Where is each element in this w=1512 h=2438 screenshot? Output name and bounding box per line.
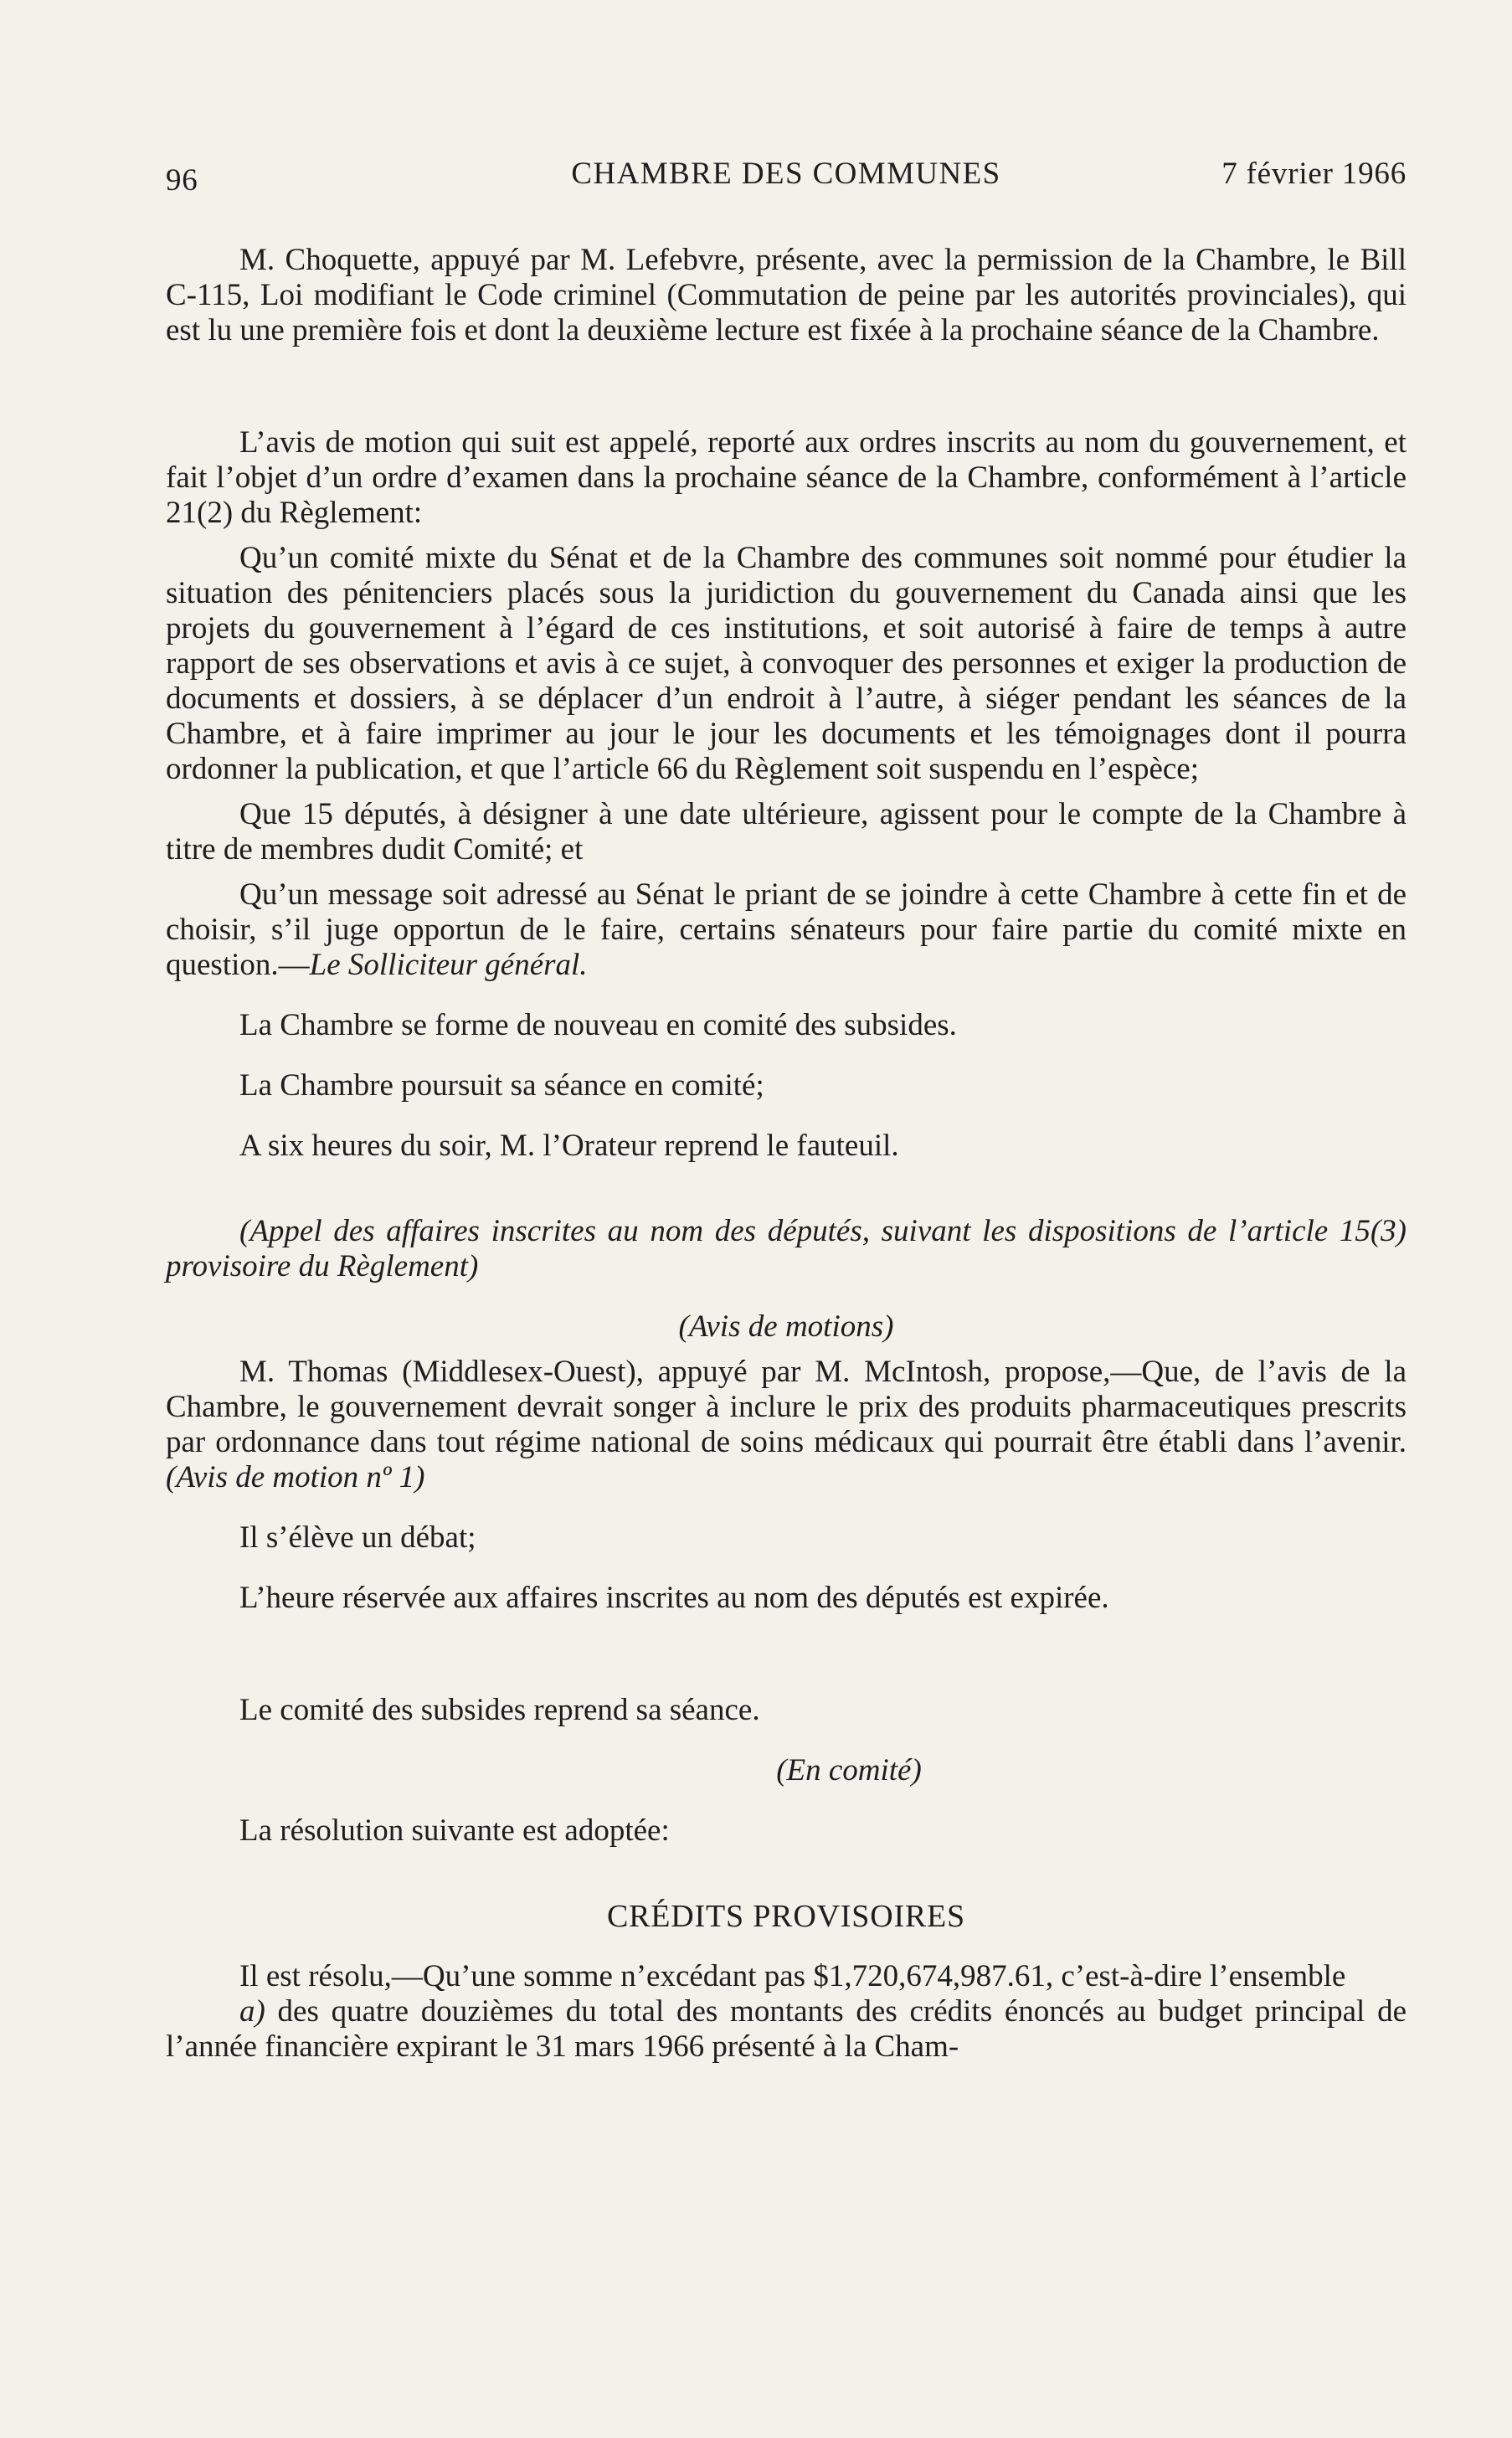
document-body xyxy=(166,243,1407,2065)
paragraph-thomas-motion xyxy=(166,1355,1407,1495)
header-date: 7 février 1966 xyxy=(1221,157,1407,191)
paragraph-resolution-amount: Il est résolu,—Qu’une somme n’excédant pas $1,720,674,987.61, c’est-à-dire l’ensemble xyxy=(239,1959,1346,1993)
page-number: 96 xyxy=(166,163,198,198)
section-heading-provisional-credits: CRÉDITS PROVISOIRES xyxy=(607,1899,965,1934)
thomas-motion-text: M. Thomas (Middlesex-Ouest), appuyé par M. McIntosh, propose,—Que, de l’avis de la Chambre, le gouvernement devrait songer à inclure le prix des produits pharmaceutiques prescrits par ordonnance dans tout régime national de soins médicaux qui pourrait être établi dans l’avenir. xyxy=(166,1355,1407,1459)
section-in-committee xyxy=(166,1753,1407,1788)
paragraph-bill-introduction: M. Choquette, appuyé par M. Lefebvre, présente, avec la permission de la Chambre, le Bill C-115, Loi modifiant le Code criminel (Commutation de peine par les autorités provinciales), qui est lu une première fois et dont la deuxième lecture est fixée à la prochaine séance de la Chambre. xyxy=(166,243,1407,347)
paragraph-continues-sitting: La Chambre poursuit sa séance en comité; xyxy=(239,1068,764,1103)
paragraph-committee-resumes: Le comité des subsides reprend sa séance. xyxy=(239,1693,760,1727)
motion-number-note: (Avis de motion nº 1) xyxy=(166,1460,425,1494)
paragraph-joint-committee: Qu’un comité mixte du Sénat et de la Chambre des communes soit nommé pour étudier la situation des pénitenciers placés sous la juridiction du gouvernement du Canada ainsi que les projets du gouvernement à l’égard de ces institutions, et soit autorisé à faire de temps à autre rapport de ses observations et avis à ce sujet, à convoquer des personnes et exiger la production de documents et dossiers, à se déplacer d’un endroit à l’autre, à siéger pendant les séances de la Chambre, et à faire imprimer au jour le jour les documents et les témoignages dont il pourra ordonner la publication, et que l’article 66 du Règlement soit suspendu en l’espèce; xyxy=(166,541,1407,786)
paragraph-deputies: Que 15 députés, à désigner à une date ultérieure, agissent pour le compte de la Chambre à titre de membres dudit Comité; et xyxy=(166,797,1407,867)
page-header xyxy=(166,156,1407,198)
paragraph-clause-a xyxy=(166,1994,1407,2065)
clause-a-text: des quatre douzièmes du total des montants des crédits énoncés au budget principal de l’année financière expirant le 31 mars 1966 présenté à la Cham- xyxy=(166,1994,1407,2064)
clause-a-label: a) xyxy=(239,1994,265,2029)
notices-of-motions-label: (Avis de motions) xyxy=(678,1309,894,1344)
solicitor-general-signature: Le Solliciteur général. xyxy=(309,948,588,982)
in-committee-label: (En comité) xyxy=(776,1753,922,1787)
running-title: CHAMBRE DES COMMUNES xyxy=(571,157,1001,191)
paragraph-six-oclock: A six heures du soir, M. l’Orateur reprend le fauteuil. xyxy=(239,1129,899,1163)
private-members-call-text: (Appel des affaires inscrites au nom des députés, suivant les dispositions de l’article 15(3) provisoire du Règlement) xyxy=(166,1214,1407,1283)
paragraph-resolution-adopted: La résolution suivante est adoptée: xyxy=(239,1813,670,1848)
paragraph-hour-expired: L’heure réservée aux affaires inscrites au nom des députés est expirée. xyxy=(239,1581,1109,1615)
senate-message-text: Qu’un message soit adressé au Sénat le priant de se joindre à cette Chambre à cette fin et de choisir, s’il juge opportun de le faire, certains sénateurs pour faire partie du comité mixte en question.— xyxy=(166,877,1407,982)
paragraph-private-members-call xyxy=(166,1214,1407,1284)
section-notices-of-motions xyxy=(166,1309,1407,1345)
paragraph-debate: Il s’élève un débat; xyxy=(239,1520,476,1555)
paragraph-senate-message xyxy=(166,877,1407,983)
paragraph-notice-of-motion: L’avis de motion qui suit est appelé, reporté aux ordres inscrits au nom du gouvernement, et fait l’objet d’un ordre d’examen dans la prochaine séance de la Chambre, conformément à l’article 21(2) du Règlement: xyxy=(166,425,1407,530)
paragraph-committee-supply: La Chambre se forme de nouveau en comité des subsides. xyxy=(239,1008,957,1042)
